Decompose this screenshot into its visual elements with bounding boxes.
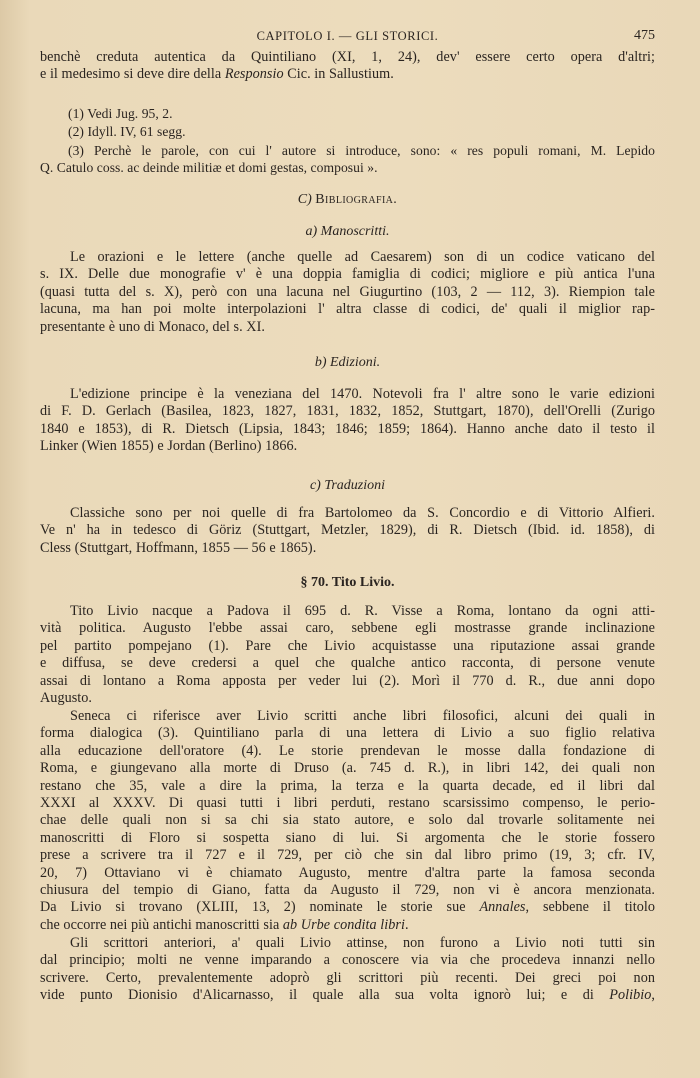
text-line (40, 66, 655, 83)
italic-text: Responsio (224, 66, 284, 83)
running-header (40, 27, 655, 45)
text-segment: benchè creduta autentica da Quintiliano (XI, 1, 24), dev' essere certo opera d'altri; (40, 49, 655, 65)
text-line (40, 284, 655, 301)
text-line (40, 505, 655, 522)
text-line (40, 655, 655, 672)
heading-text: c) Traduzioni (309, 478, 386, 493)
text-line (40, 935, 655, 952)
text-segment: e diffusa, se deve credersi a quel che qualche antico racconta, di persone venute (40, 655, 655, 672)
text-line (40, 403, 655, 420)
text-line (40, 882, 655, 899)
text-line (40, 249, 655, 266)
text-segment: forma dialogica (3). Quintiliano parla di una lettera di Livio a suo figlio relativa (40, 725, 655, 742)
text-segment: dal principio; molti ne venne imparando a conoscere via via che procedeva innanzi nello (40, 952, 655, 969)
text-segment: Gli scrittori anteriori, a' quali Livio attinse, non furono a Livio noti tutti sin (70, 935, 655, 951)
text-segment: vide punto Dionisio d'Alicarnasso, il quale alla sua volta ignorò lui; e di (40, 987, 610, 1004)
paragraph (40, 505, 655, 557)
text-line (40, 266, 655, 283)
section-heading (40, 354, 655, 372)
text-line (40, 708, 655, 725)
footnote (40, 142, 655, 177)
text-line (40, 830, 655, 847)
text-line (40, 301, 655, 318)
paragraph (40, 603, 655, 707)
text-line (40, 952, 655, 969)
text-segment: presentante è uno di Monaco, del s. XI. (40, 318, 265, 335)
text-segment: (quasi tutta del s. X), però con una lacuna nel Giugurtino (103, 2 — 112, 3). Riempion tale (40, 283, 655, 300)
text-line (40, 743, 655, 760)
text-line (40, 49, 655, 66)
text-segment: (3) Perchè le parole, con cui l' autore si introduce, sono: « res populi romani, M. Lepido (68, 143, 655, 158)
text-segment: L'edizione principe è la veneziana del 1470. Notevoli fra l' altre sono le varie edizioni (70, 386, 655, 402)
text-segment: di F. D. Gerlach (Basilea, 1823, 1827, 1831, 1832, 1852, Stuttgart, 1870), dell'Orelli (Zurigo (40, 403, 655, 420)
text-line (40, 123, 655, 140)
text-segment: che occorre nei più antichi manoscritti sia (40, 916, 283, 933)
heading-text: a) Manoscritti. (305, 224, 390, 239)
text-line (40, 540, 655, 557)
text-line (40, 421, 655, 438)
text-segment: , (651, 987, 655, 1004)
text-segment: (2) Idyll. IV, 61 segg. (68, 124, 186, 139)
text-segment: Linker (Wien 1855) e Jordan (Berlino) 1866. (40, 438, 298, 455)
text-segment: (1) Vedi Jug. 95, 2. (68, 106, 173, 121)
text-line (40, 142, 655, 159)
text-segment: chiusura del tempio di Giano, fatta da Augusto il 729, non vi è ancora menzionata. (40, 881, 655, 898)
section-heading (40, 223, 655, 241)
footnote (40, 105, 655, 122)
italic-text: Annales (479, 899, 526, 916)
italic-text: ab Urbe condita libri (282, 916, 405, 933)
text-segment: assai di lontano a Roma apposta per veder lui (2). Morì il 770 d. R., due anni dopo (40, 672, 655, 689)
text-line (40, 778, 655, 795)
footnote (40, 123, 655, 140)
text-line (40, 319, 655, 336)
text-segment: Q. Catulo coss. ac deinde militiæ et domi gestas, composui ». (40, 160, 378, 176)
text-line (40, 987, 655, 1004)
text-line (40, 438, 655, 455)
page-number: 475 (634, 28, 655, 43)
text-line (40, 760, 655, 777)
text-segment: prese a scrivere tra il 727 e il 729, per ciò che sin dal libro primo (19, 3; cfr. IV, (40, 847, 655, 864)
text-line (40, 795, 655, 812)
text-line (40, 620, 655, 637)
text-line (40, 386, 655, 403)
text-segment: vità politica. Augusto l'ebbe assai caro, sebbene egli mostrasse grande inclinazione (40, 620, 655, 637)
heading-prefix: C) (297, 192, 312, 207)
text-segment: , sebbene il titolo (525, 899, 655, 916)
running-title: CAPITOLO I. — GLI STORICI. (256, 29, 439, 43)
text-line (40, 673, 655, 690)
paragraph (40, 708, 655, 934)
text-line (40, 725, 655, 742)
text-line (40, 690, 655, 707)
paragraph (40, 249, 655, 336)
text-segment: . (404, 916, 409, 933)
text-segment: chae delle quali non si sa chi sia stato autore, e solo dal trovarle solitamente nei (40, 812, 655, 829)
text-segment: lacuna, ma han poi molte interpolazioni l' altra classe di codici, de' quali il miglior rap- (40, 301, 655, 318)
text-line (40, 970, 655, 987)
text-segment: Roma, e giungevano alla morte di Druso (a. 745 d. R.), in libri 142, dei quali non (40, 760, 655, 777)
text-segment: Cless (Stuttgart, Hoffmann, 1855 — 56 e 1865). (40, 539, 317, 556)
text-segment: Classiche sono per noi quelle di fra Bartolomeo da S. Concordio e di Vittorio Alfieri. (70, 505, 655, 521)
text-line (40, 603, 655, 620)
text-segment: XXXI al XXXV. Di quasi tutti i libri perduti, restano scarsissimo compenso, le perio- (40, 794, 655, 811)
section-heading (40, 477, 655, 495)
text-line (40, 812, 655, 829)
text-segment: pel partito pompejano (1). Pare che Livio acquistasse una riputazione assai grande (40, 637, 655, 654)
text-line (40, 105, 655, 122)
text-segment: Ve n' ha in tedesco di Göriz (Stuttgart, Metzler, 1829), di R. Dietsch (Ibid. id. 1858), di (40, 522, 655, 539)
text-line (40, 865, 655, 882)
heading-text: § 70. Tito Livio. (300, 575, 395, 590)
text-segment: restano che 35, vale a dire la prima, la terza e la quarta decade, ed il libri dal (40, 777, 655, 794)
text-segment: 1840 e 1853), di R. Dietsch (Lipsia, 1843; 1846; 1859; 1864). Hanno anche dato il testo il (40, 420, 655, 437)
paragraph (40, 49, 655, 84)
text-line (40, 638, 655, 655)
text-segment: s. IX. Delle due monografie v' è una doppia famiglia di codici; migliore e più antica l'una (40, 266, 655, 283)
text-segment: Da Livio si trovano (XLIII, 13, 2) nominate le storie sue (40, 899, 480, 916)
section-heading (40, 191, 655, 209)
text-segment: 20, 7) Ottaviano vi è chiamato Augusto, mentre d'altra parte la famosa seconda (40, 864, 655, 881)
text-segment: alla educazione dell'oratore (4). Le storie prendevan le mosse dalla fondazione di (40, 742, 655, 759)
text-line (40, 899, 655, 916)
paragraph (40, 386, 655, 456)
text-segment: Tito Livio nacque a Padova il 695 d. R. Visse a Roma, lontano da ogni atti- (70, 603, 655, 619)
heading-text: Bibliografia. (315, 192, 398, 207)
text-line (40, 159, 655, 176)
text-segment: Le orazioni e le lettere (anche quelle ad Caesarem) son di un codice vaticano del (70, 249, 655, 265)
text-segment: Cic. in Sallustium. (283, 66, 394, 83)
text-line (40, 917, 655, 934)
text-line (40, 522, 655, 539)
italic-text: Polibio (609, 987, 652, 1004)
text-segment: manoscritti di Floro si sospetta siano di lui. Si argomenta che le storie fossero (40, 829, 655, 846)
text-segment: scrivere. Certo, prevalentemente adoprò gli scrittori più recenti. Dei greci poi non (40, 969, 655, 986)
paragraph (40, 935, 655, 1005)
text-segment: Seneca ci riferisce aver Livio scritti anche libri filosofici, alcuni dei quali in (70, 708, 655, 724)
heading-text: b) Edizioni. (314, 355, 381, 370)
text-segment: e il medesimo si deve dire della (40, 66, 225, 83)
text-line (40, 847, 655, 864)
section-heading (40, 574, 655, 592)
text-segment: Augusto. (40, 689, 93, 706)
